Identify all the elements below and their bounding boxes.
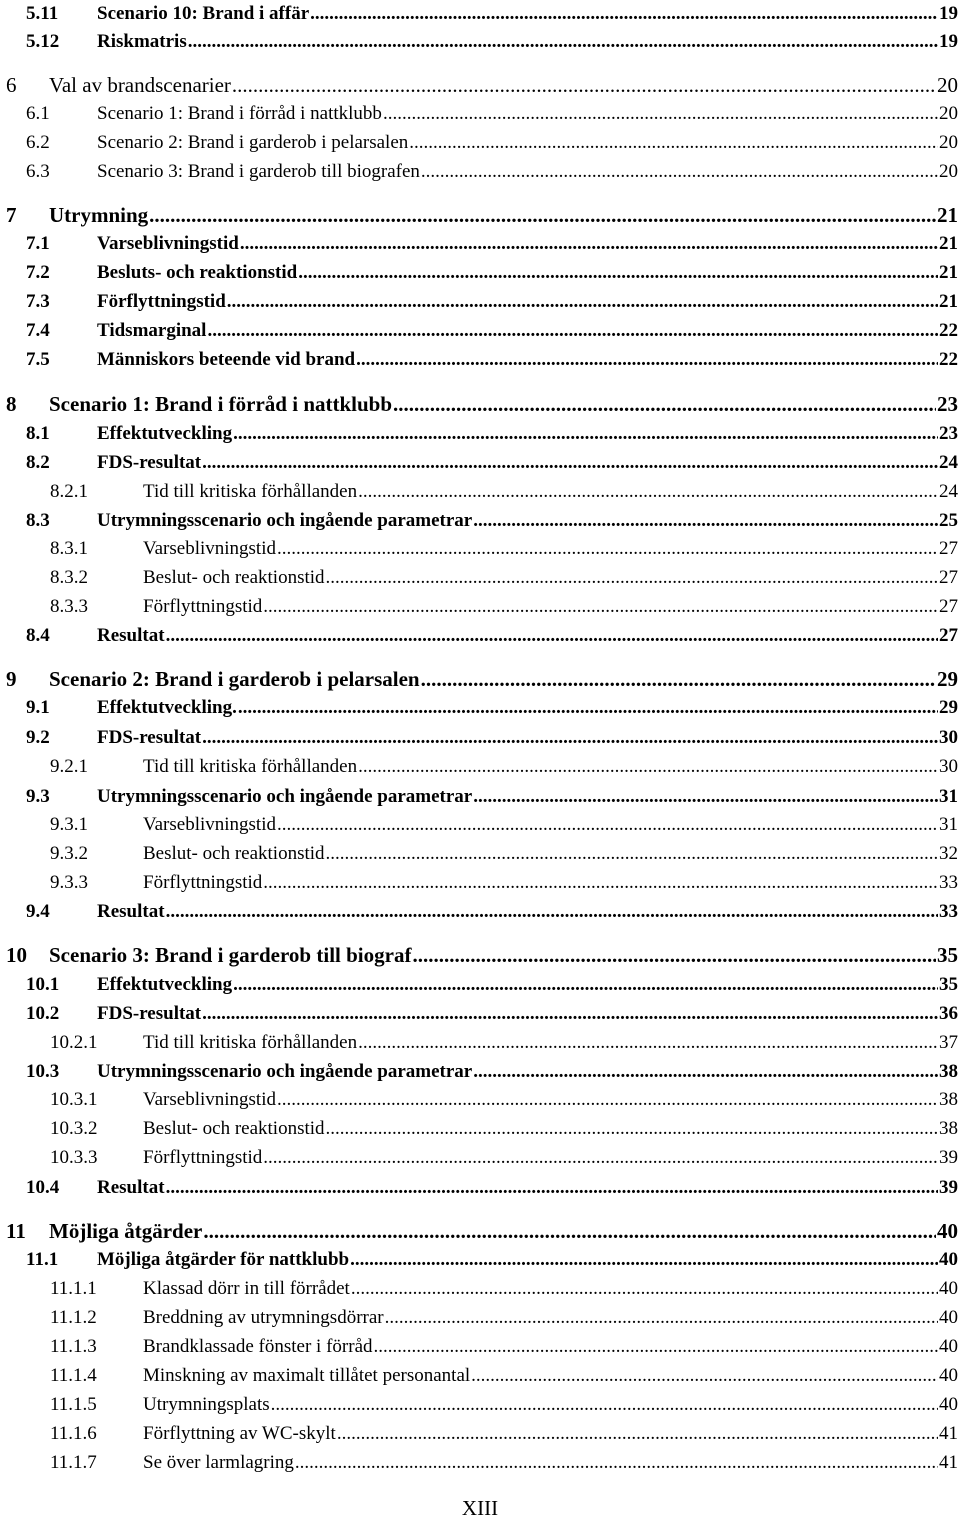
toc-title: Beslut- och reaktionstid (143, 843, 325, 864)
toc-number: 5.11 (26, 3, 59, 24)
toc-page-number: 20 (937, 73, 958, 97)
toc-page-number: 41 (939, 1423, 958, 1444)
toc-entry[interactable] (0, 752, 960, 782)
toc-entry[interactable] (0, 27, 960, 57)
dot-leader (166, 1173, 938, 1203)
toc-title: Beslut- och reaktionstid (143, 1118, 325, 1139)
dot-leader (240, 229, 938, 259)
toc-title: Förflyttningstid (143, 1147, 263, 1168)
toc-number: 9.3.3 (50, 872, 88, 893)
toc-page-number: 21 (939, 233, 958, 254)
toc-page-number: 20 (939, 132, 958, 153)
dot-leader (238, 693, 938, 723)
toc-entry[interactable] (0, 0, 960, 29)
toc-page-number: 40 (939, 1394, 958, 1415)
toc-page-number: 22 (939, 320, 958, 341)
toc-title: Brandklassade fönster i förråd (143, 1336, 373, 1357)
toc-entry[interactable] (0, 693, 960, 723)
dot-leader (473, 1057, 938, 1087)
dot-leader (358, 1028, 938, 1058)
toc-page-number: 29 (937, 667, 958, 691)
toc-number: 7.1 (26, 233, 50, 254)
dot-leader (277, 1085, 938, 1115)
toc-page-number: 40 (939, 1249, 958, 1270)
toc-page-number: 27 (939, 538, 958, 559)
toc-page-number: 40 (939, 1365, 958, 1386)
dot-leader (393, 389, 936, 419)
toc-entry[interactable] (0, 1448, 960, 1478)
toc-entry[interactable] (0, 723, 960, 753)
toc-title: Möjliga åtgärder för nattklubb (97, 1249, 350, 1270)
toc-entry[interactable] (0, 1390, 960, 1420)
toc-entry[interactable] (0, 258, 960, 288)
dot-leader (207, 316, 938, 346)
toc-number: 8.3.1 (50, 538, 88, 559)
toc-title: Tid till kritiska förhållanden (143, 481, 358, 502)
toc-number: 11.1.2 (50, 1307, 97, 1328)
dot-leader (310, 0, 938, 29)
toc-title: Scenario 1: Brand i förråd i nattklubb (97, 103, 382, 124)
toc-title: Varseblivningstid (143, 814, 276, 835)
toc-page-number: 38 (939, 1089, 958, 1110)
toc-page-number: 21 (939, 291, 958, 312)
toc-entry[interactable] (0, 810, 960, 840)
toc-page-number: 31 (939, 814, 958, 835)
toc-number: 8.3.3 (50, 596, 88, 617)
toc-entry[interactable] (0, 782, 960, 812)
toc-title: Förflyttningstid (97, 291, 226, 312)
dot-leader (421, 157, 938, 187)
toc-number: 9.2 (26, 727, 50, 748)
toc-title: Människors beteende vid brand (97, 349, 356, 370)
toc-number: 11.1 (26, 1249, 59, 1270)
toc-number: 7.4 (26, 320, 50, 341)
toc-title: Förflyttningstid (143, 596, 263, 617)
dot-leader (326, 563, 938, 593)
toc-page-number: 30 (939, 756, 958, 777)
toc-number: 10.3.3 (50, 1147, 98, 1168)
toc-page-number: 25 (939, 510, 958, 531)
toc-page-number: 33 (939, 901, 958, 922)
dot-leader (385, 1303, 938, 1333)
toc-title: Förflyttning av WC-skylt (143, 1423, 336, 1444)
toc-page-number: 40 (939, 1336, 958, 1357)
toc-entry[interactable] (0, 664, 960, 694)
toc-number: 9.1 (26, 697, 50, 718)
dot-leader (326, 1114, 938, 1144)
toc-number: 9.3 (26, 786, 50, 807)
dot-leader (263, 592, 938, 622)
toc-entry[interactable] (0, 316, 960, 346)
dot-leader (337, 1419, 938, 1449)
dot-leader (409, 128, 938, 158)
toc-number: 11.1.4 (50, 1365, 97, 1386)
dot-leader (358, 752, 938, 782)
toc-number: 11 (6, 1219, 26, 1243)
toc-entry[interactable] (0, 1057, 960, 1087)
toc-number: 10.4 (26, 1177, 60, 1198)
toc-title: Varseblivningstid (97, 233, 239, 254)
toc-title: Scenario 1: Brand i förråd i nattklubb (49, 392, 393, 416)
toc-page-number: 39 (939, 1147, 958, 1168)
toc-title: Scenario 2: Brand i garderob i pelarsalen (97, 132, 409, 153)
toc-title: Scenario 10: Brand i affär (97, 3, 310, 24)
toc-page-number: 30 (939, 727, 958, 748)
toc-entry[interactable] (0, 287, 960, 317)
dot-leader (233, 970, 938, 1000)
toc-title: Scenario 2: Brand i garderob i pelarsalen (49, 667, 420, 691)
toc-entry[interactable] (0, 70, 960, 100)
toc-title: Minskning av maximalt tillåtet personantal (143, 1365, 471, 1386)
dot-leader (202, 448, 938, 478)
toc-entry[interactable] (0, 419, 960, 449)
toc-title: Effektutveckling (97, 423, 233, 444)
toc-entry[interactable] (0, 389, 960, 419)
toc-page-number: 20 (939, 103, 958, 124)
toc-number: 11.1.6 (50, 1423, 97, 1444)
toc-entry[interactable] (0, 1303, 960, 1333)
dot-leader (233, 419, 938, 449)
dot-leader (263, 868, 938, 898)
toc-page-number: 39 (939, 1177, 958, 1198)
dot-leader (277, 534, 938, 564)
toc-number: 7.2 (26, 262, 50, 283)
toc-entry[interactable] (0, 1419, 960, 1449)
dot-leader (383, 99, 938, 129)
toc-entry[interactable] (0, 229, 960, 259)
dot-leader (188, 27, 938, 57)
toc-entry[interactable] (0, 128, 960, 158)
toc-entry[interactable] (0, 1274, 960, 1304)
toc-entry[interactable] (0, 592, 960, 622)
toc-title: Varseblivningstid (143, 1089, 276, 1110)
toc-title: Breddning av utrymningsdörrar (143, 1307, 384, 1328)
toc-title: Scenario 3: Brand i garderob till biograf (49, 943, 412, 967)
toc-entry[interactable] (0, 99, 960, 129)
toc-number: 8.2.1 (50, 481, 88, 502)
toc-title: Se över larmlagring (143, 1452, 294, 1473)
dot-leader (149, 200, 936, 230)
toc-title: Resultat (97, 901, 165, 922)
toc-number: 11.1.5 (50, 1394, 97, 1415)
toc-number: 8.1 (26, 423, 50, 444)
dot-leader (421, 664, 936, 694)
toc-entry[interactable] (0, 1114, 960, 1144)
toc-number: 10.3.1 (50, 1089, 98, 1110)
toc-title: Riskmatris (97, 31, 187, 52)
toc-page-number: 33 (939, 872, 958, 893)
toc-number: 11.1.3 (50, 1336, 97, 1357)
toc-number: 9.2.1 (50, 756, 88, 777)
toc-title: Val av brandscenarier (49, 73, 231, 97)
toc-page-number: 31 (939, 786, 958, 807)
toc-entry[interactable] (0, 897, 960, 927)
toc-number: 9 (6, 667, 17, 691)
dot-leader (263, 1143, 938, 1173)
toc-page-number: 27 (939, 596, 958, 617)
toc-number: 8.3 (26, 510, 50, 531)
toc-title: Beslut- och reaktionstid (143, 567, 325, 588)
toc-number: 5.12 (26, 31, 60, 52)
toc-number: 10 (6, 943, 27, 967)
toc-number: 9.4 (26, 901, 50, 922)
dot-leader (358, 477, 938, 507)
toc-title: Klassad dörr in till förrådet (143, 1278, 350, 1299)
toc-entry[interactable] (0, 868, 960, 898)
toc-entry[interactable] (0, 999, 960, 1029)
toc-entry[interactable] (0, 1085, 960, 1115)
toc-title: Utrymningsscenario och ingående parametrar (97, 1061, 473, 1082)
toc-number: 7.5 (26, 349, 50, 370)
toc-entry[interactable] (0, 1143, 960, 1173)
toc-page-number: 41 (939, 1452, 958, 1473)
page-number: XIII (461, 1496, 499, 1520)
dot-leader (473, 506, 938, 536)
dot-leader (412, 940, 936, 970)
toc-entry[interactable] (0, 970, 960, 1000)
toc-number: 7 (6, 203, 17, 227)
toc-number: 6.3 (26, 161, 50, 182)
toc-number: 8 (6, 392, 17, 416)
toc-page-number: 23 (939, 423, 958, 444)
dot-leader (166, 897, 938, 927)
toc-number: 6 (6, 73, 17, 97)
toc-entry[interactable] (0, 448, 960, 478)
toc-entry[interactable] (0, 157, 960, 187)
toc-title: Utrymningsscenario och ingående parametrar (97, 786, 473, 807)
toc-page-number: 37 (939, 1032, 958, 1053)
toc-title: Tid till kritiska förhållanden (143, 1032, 358, 1053)
toc-entry[interactable] (0, 1216, 960, 1246)
toc-page-number: 40 (939, 1307, 958, 1328)
toc-number: 8.3.2 (50, 567, 88, 588)
toc-page-number: 38 (939, 1118, 958, 1139)
toc-title: Tidsmarginal (97, 320, 207, 341)
toc-page-number: 40 (939, 1278, 958, 1299)
toc-entry[interactable] (0, 534, 960, 564)
dot-leader (471, 1361, 938, 1391)
toc-page-number: 24 (939, 481, 958, 502)
toc-title: Förflyttningstid (143, 872, 263, 893)
dot-leader (203, 1216, 936, 1246)
dot-leader (374, 1332, 938, 1362)
toc-entry[interactable] (0, 1332, 960, 1362)
toc-number: 11.1.1 (50, 1278, 97, 1299)
toc-title: Scenario 3: Brand i garderob till biografen (97, 161, 420, 182)
toc-page-number: 35 (937, 943, 958, 967)
toc-title: Resultat (97, 625, 165, 646)
toc-number: 8.4 (26, 625, 50, 646)
dot-leader (350, 1245, 938, 1275)
toc-page-number: 36 (939, 1003, 958, 1024)
toc-page-number: 23 (937, 392, 958, 416)
toc-number: 10.3 (26, 1061, 60, 1082)
dot-leader (295, 1448, 938, 1478)
dot-leader (202, 999, 938, 1029)
toc-page-number: 27 (939, 625, 958, 646)
toc-number: 8.2 (26, 452, 50, 473)
toc-title: Besluts- och reaktionstid (97, 262, 298, 283)
toc-number: 6.2 (26, 132, 50, 153)
dot-leader (473, 782, 938, 812)
toc-page-number: 21 (939, 262, 958, 283)
toc-number: 10.2.1 (50, 1032, 98, 1053)
toc-page-number: 29 (939, 697, 958, 718)
dot-leader (271, 1390, 938, 1420)
toc-entry[interactable] (0, 1245, 960, 1275)
dot-leader (326, 839, 938, 869)
toc-page-number: 40 (937, 1219, 958, 1243)
dot-leader (227, 287, 938, 317)
toc-page-number: 19 (939, 31, 958, 52)
toc-entry[interactable] (0, 1361, 960, 1391)
toc-title: Varseblivningstid (143, 538, 276, 559)
toc-number: 10.1 (26, 974, 60, 995)
toc-number: 10.3.2 (50, 1118, 98, 1139)
toc-entry[interactable] (0, 621, 960, 651)
toc-title: Utrymning (49, 203, 149, 227)
toc-title: Resultat (97, 1177, 165, 1198)
toc-page-number: 20 (939, 161, 958, 182)
dot-leader (232, 70, 936, 100)
dot-leader (356, 345, 938, 375)
toc-number: 7.3 (26, 291, 50, 312)
toc-title: Utrymningsplats (143, 1394, 270, 1415)
toc-entry[interactable] (0, 563, 960, 593)
toc-title: Tid till kritiska förhållanden (143, 756, 358, 777)
toc-number: 11.1.7 (50, 1452, 97, 1473)
toc-entry[interactable] (0, 506, 960, 536)
toc-title: Utrymningsscenario och ingående parametrar (97, 510, 473, 531)
toc-page-number: 27 (939, 567, 958, 588)
toc-page-number: 32 (939, 843, 958, 864)
toc-page-number: 22 (939, 349, 958, 370)
toc-page-number: 19 (939, 3, 958, 24)
dot-leader (166, 621, 938, 651)
toc-page-number: 38 (939, 1061, 958, 1082)
toc-page-number: 35 (939, 974, 958, 995)
dot-leader (202, 723, 938, 753)
dot-leader (351, 1274, 938, 1304)
toc-number: 9.3.2 (50, 843, 88, 864)
toc-entry[interactable] (0, 345, 960, 375)
toc-number: 6.1 (26, 103, 50, 124)
toc-title: Möjliga åtgärder (49, 1219, 203, 1243)
toc-entry[interactable] (0, 200, 960, 230)
toc-title: FDS-resultat (97, 727, 202, 748)
dot-leader (298, 258, 938, 288)
toc-page-number: 24 (939, 452, 958, 473)
toc-title: Effektutveckling. (97, 697, 237, 718)
toc-title: Effektutveckling (97, 974, 233, 995)
toc-number: 9.3.1 (50, 814, 88, 835)
toc-title: FDS-resultat (97, 1003, 202, 1024)
toc-entry[interactable] (0, 1028, 960, 1058)
toc-entry[interactable] (0, 477, 960, 507)
toc-title: FDS-resultat (97, 452, 202, 473)
dot-leader (277, 810, 938, 840)
toc-entry[interactable] (0, 940, 960, 970)
toc-entry[interactable] (0, 839, 960, 869)
toc-entry[interactable] (0, 1173, 960, 1203)
toc-number: 10.2 (26, 1003, 60, 1024)
toc-page-number: 21 (937, 203, 958, 227)
